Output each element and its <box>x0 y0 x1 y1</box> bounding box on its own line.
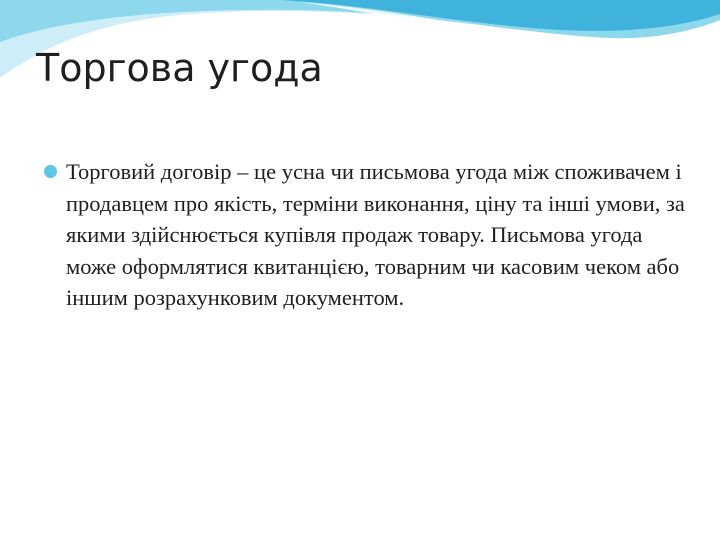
bullet-text: Торговий договір – це усна чи письмова угода між споживачем і продавцем про якість, терміни виконання, ціну та інші умови, за якими здійснюється купівля продаж товару. Письмова угода може оформлятися квитанцією, товарним чи касовим чеком або іншим розрахунковим документом. <box>66 159 685 310</box>
bullet-dot-icon <box>44 165 57 178</box>
slide-content <box>44 156 684 314</box>
bullet-item <box>44 156 684 314</box>
slide-title: Торгова угода <box>36 46 323 90</box>
